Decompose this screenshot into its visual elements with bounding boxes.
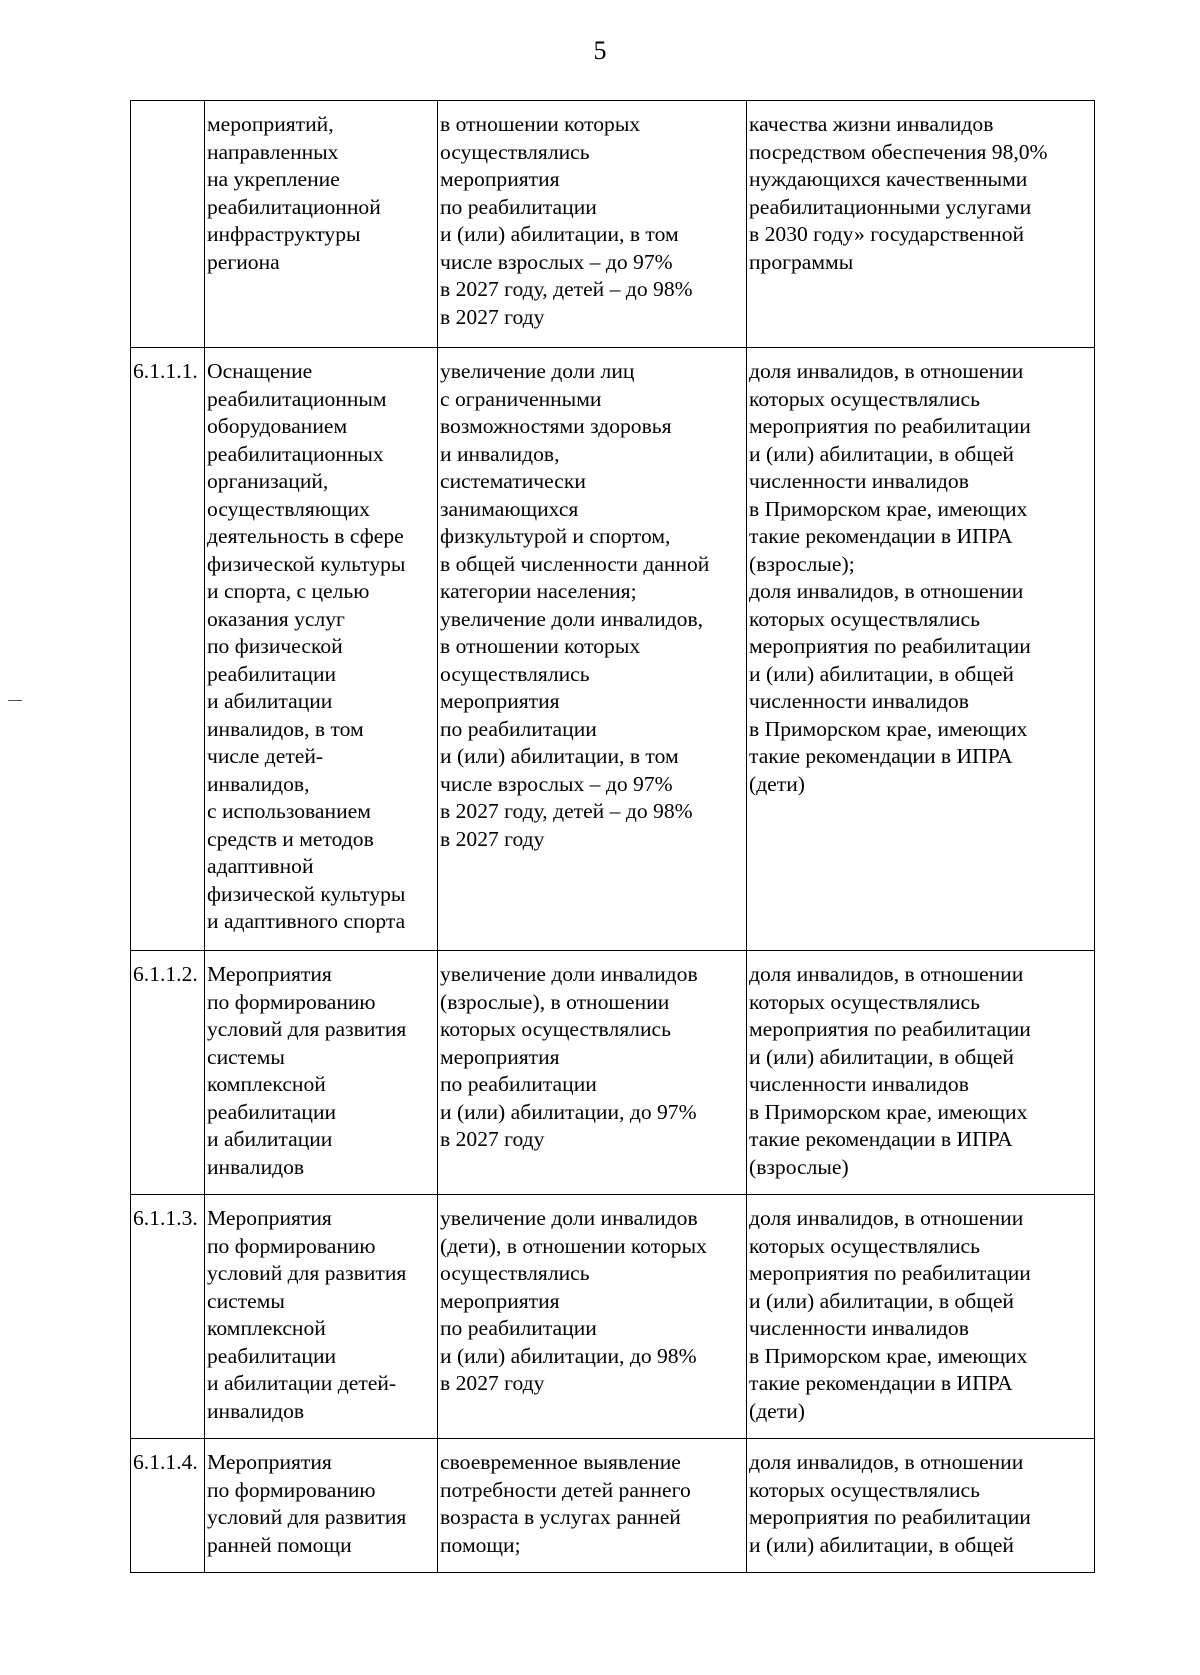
measure-name-cell: Мероприятия по формированию условий для развития системы комплексной реабилитации и абилитации инвалидов bbox=[205, 951, 438, 1195]
expected-result-cell: увеличение доли инвалидов (взрослые), в отношении которых осуществлялись мероприятия по реабилитации и (или) абилитации, до 97% в 2027 году bbox=[438, 951, 747, 1195]
page-number: 5 bbox=[593, 36, 607, 65]
table-row bbox=[131, 951, 1095, 1195]
expected-result-cell: увеличение доли инвалидов (дети), в отношении которых осуществлялись мероприятия по реабилитации и (или) абилитации, до 98% в 2027 году bbox=[438, 1195, 747, 1439]
row-number-cell: 6.1.1.3. bbox=[131, 1195, 205, 1439]
indicator-cell: доля инвалидов, в отношении которых осуществлялись мероприятия по реабилитации и (или) абилитации, в общей численности инвалидов в Приморском крае, имеющих такие рекомендации в ИПРА (дети) bbox=[747, 1195, 1095, 1439]
measure-name-cell: Мероприятия по формированию условий для развития системы комплексной реабилитации и абилитации детей- инвалидов bbox=[205, 1195, 438, 1439]
row-number-cell: 6.1.1.4. bbox=[131, 1439, 205, 1573]
measure-name-cell: Мероприятия по формированию условий для развития ранней помощи bbox=[205, 1439, 438, 1573]
row-number-cell bbox=[131, 101, 205, 348]
margin-mark bbox=[8, 700, 22, 701]
measures-table bbox=[130, 100, 1095, 1573]
expected-result-cell: своевременное выявление потребности детей раннего возраста в услугах ранней помощи; bbox=[438, 1439, 747, 1573]
expected-result-cell: увеличение доли лиц с ограниченными возможностями здоровья и инвалидов, систематически занимающихся физкультурой и спортом, в общей численности данной категории населения; увеличение доли инвалидов, в отношении которых осуществлялись мероприятия по реабилитации и (или) абилитации, в том числе взрослых – до 97% в 2027 году, детей – до 98% в 2027 году bbox=[438, 348, 747, 951]
table-row bbox=[131, 101, 1095, 348]
table-row bbox=[131, 348, 1095, 951]
table-row bbox=[131, 1439, 1095, 1573]
indicator-cell: доля инвалидов, в отношении которых осуществлялись мероприятия по реабилитации и (или) абилитации, в общей численности инвалидов в Приморском крае, имеющих такие рекомендации в ИПРА (взрослые); доля инвалидов, в отношении которых осуществлялись мероприятия по реабилитации и (или) абилитации, в общей численности инвалидов в Приморском крае, имеющих такие рекомендации в ИПРА (дети) bbox=[747, 348, 1095, 951]
indicator-cell: качества жизни инвалидов посредством обеспечения 98,0% нуждающихся качественными реабилитационными услугами в 2030 году» государственной программы bbox=[747, 101, 1095, 348]
indicator-cell: доля инвалидов, в отношении которых осуществлялись мероприятия по реабилитации и (или) абилитации, в общей bbox=[747, 1439, 1095, 1573]
row-number-cell: 6.1.1.1. bbox=[131, 348, 205, 951]
expected-result-cell: в отношении которых осуществлялись мероприятия по реабилитации и (или) абилитации, в том числе взрослых – до 97% в 2027 году, детей – до 98% в 2027 году bbox=[438, 101, 747, 348]
table-row bbox=[131, 1195, 1095, 1439]
indicator-cell: доля инвалидов, в отношении которых осуществлялись мероприятия по реабилитации и (или) абилитации, в общей численности инвалидов в Приморском крае, имеющих такие рекомендации в ИПРА (взрослые) bbox=[747, 951, 1095, 1195]
measure-name-cell: мероприятий, направленных на укрепление реабилитационной инфраструктуры региона bbox=[205, 101, 438, 348]
measure-name-cell: Оснащение реабилитационным оборудованием реабилитационных организаций, осуществляющих деятельность в сфере физической культуры и спорта, с целью оказания услуг по физической реабилитации и абилитации инвалидов, в том числе детей- инвалидов, с использованием средств и методов адаптивной физической культуры и адаптивного спорта bbox=[205, 348, 438, 951]
row-number-cell: 6.1.1.2. bbox=[131, 951, 205, 1195]
